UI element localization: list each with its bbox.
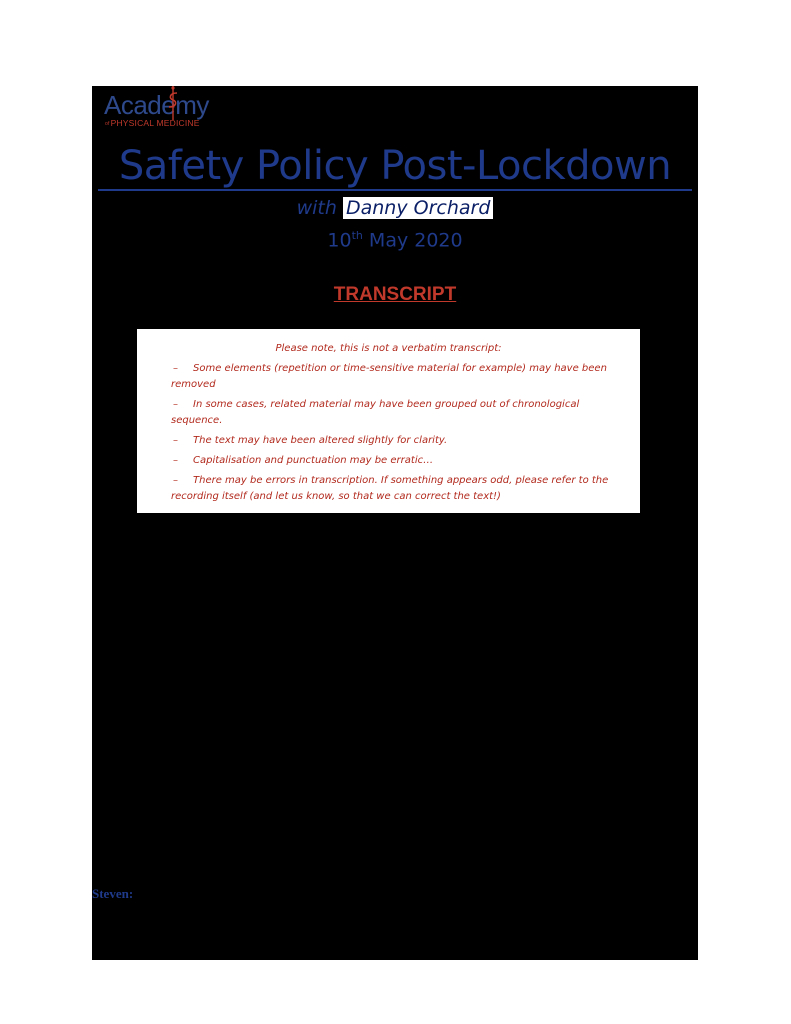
list-item-text: Capitalisation and punctuation may be erratic…	[193, 455, 434, 466]
disclaimer-list	[171, 361, 626, 505]
page-title: Safety Policy Post-Lockdown	[118, 143, 672, 189]
logo-wordmark: Academy	[104, 90, 209, 120]
logo-of: of	[105, 121, 110, 127]
date-line	[92, 223, 698, 253]
title-underline	[98, 189, 692, 191]
caduceus-icon	[167, 86, 179, 120]
list-item-text: Some elements (repetition or time-sensitive material for example) may have been removed	[171, 363, 607, 390]
logo-sub-text: PHYSICAL MEDICINE	[110, 118, 200, 128]
date-rest: May 2020	[368, 229, 463, 252]
dash-bullet: –	[173, 455, 178, 466]
with-prefix: with	[296, 197, 337, 219]
list-item-text: There may be errors in transcription. If something appears odd, please refer to the recording itself (and let us know, so that we can correct the text!)	[171, 475, 609, 502]
dash-bullet: –	[173, 435, 178, 446]
list-item-text: In some cases, related material may have been grouped out of chronological sequence.	[171, 399, 580, 426]
list-item	[171, 361, 626, 393]
list-item	[171, 473, 626, 505]
logo-subtitle	[105, 118, 200, 129]
transcript-heading: TRANSCRIPT	[333, 284, 457, 305]
disclaimer-heading: Please note, this is not a verbatim transcript:	[275, 343, 502, 354]
disclaimer-box	[137, 329, 640, 513]
presenter-line	[92, 195, 698, 221]
dash-bullet: –	[173, 475, 178, 486]
list-item	[171, 453, 626, 469]
list-item	[171, 397, 626, 429]
academy-logo	[104, 90, 244, 130]
date-day: 10	[327, 229, 352, 252]
date-suffix: th	[351, 229, 363, 242]
list-item	[171, 433, 626, 449]
dash-bullet: –	[173, 399, 178, 410]
list-item-text: The text may have been altered slightly for clarity.	[193, 435, 448, 446]
presenter-name: Danny Orchard	[343, 197, 493, 219]
speaker-label: Steven:	[92, 886, 134, 901]
dash-bullet: –	[173, 363, 178, 374]
